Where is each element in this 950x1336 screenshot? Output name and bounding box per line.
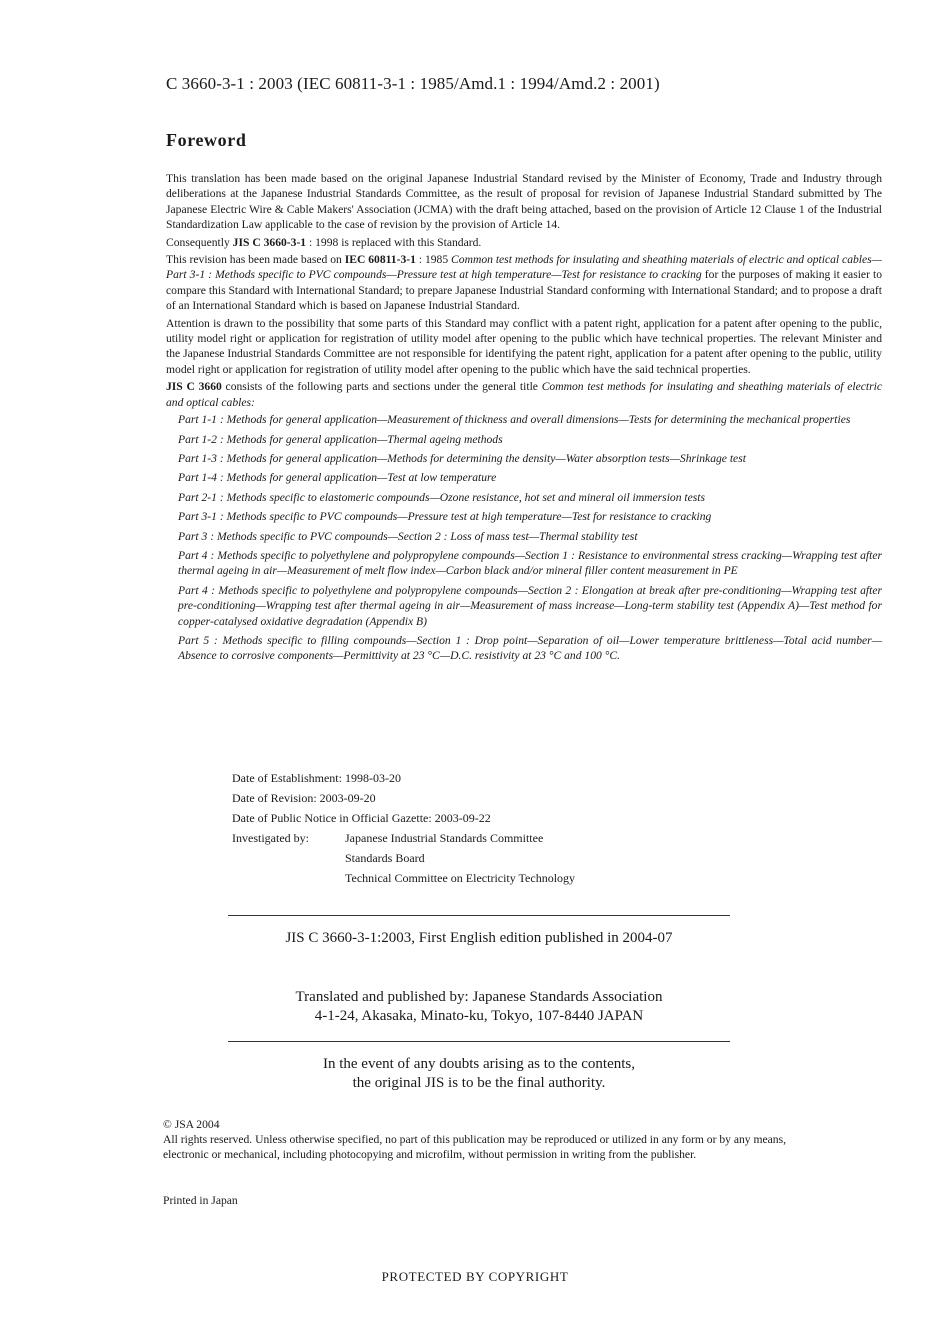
copyright-mark: © JSA 2004 (163, 1118, 220, 1131)
standard-designation: C 3660-3-1 : 2003 (IEC 60811-3-1 : 1985/Amd.1 : 1994/Amd.2 : 2001) (166, 74, 660, 93)
list-item: Part 1-1 : Methods for general application—Measurement of thickness and overall dimensions—Tests for determining the mechanical properties (178, 413, 851, 427)
list-item: Part 4 : Methods specific to polyethylene and polypropylene compounds—Section 2 : Elongation at break after pre-conditioning—Wrapping test after pre-conditioning—Wrapping test after thermal ageing in air—Measurement of mass increase—Long-term stability test (Appendix A)—Test method for copper-catalysed oxidative degradation (Appendix B) (178, 583, 882, 628)
date-public-notice: Date of Public Notice in Official Gazette: 2003-09-22 (232, 811, 491, 825)
replaced-standard-ref: JIS C 3660-3-1 (232, 235, 307, 249)
list-item: Part 5 : Methods specific to filling compounds—Section 1 : Drop point—Separation of oil—Lower temperature brittleness—Total acid number—Absence to corrosive components—Permittivity at 23 °C—D.C. resistivity at 23 °C and 100 °C. (178, 633, 882, 663)
foreword-title: Foreword (166, 130, 247, 150)
series-title: Common test methods for insulating and sheathing materials of electric and optical cables (166, 380, 882, 409)
publisher-info (228, 988, 730, 1026)
publisher-address: 4-1-24, Akasaka, Minato-ku, Tokyo, 107-8440 JAPAN (314, 1008, 644, 1024)
board-name: Standards Board (345, 851, 425, 865)
copyright-notice (163, 1117, 803, 1162)
printed-in: Printed in Japan (163, 1194, 238, 1207)
paragraph-parts-intro: JIS C 3660 consists of the following parts and sections under the general title Common test methods for insulating and sheathing materials of electric and optical cables: (166, 380, 882, 409)
copyright-footer: PROTECTED BY COPYRIGHT (381, 1269, 569, 1284)
investigated-by-label: Investigated by: (232, 831, 309, 845)
date-revision: Date of Revision: 2003-09-20 (232, 791, 376, 805)
iec-standard-title: Common test methods for insulating and sheathing materials of electric and optical cables—Part 3-1 : Methods specific to PVC compounds—Pressure test at high temperature—Test for resistance to cracking (166, 253, 882, 282)
list-item: Part 3 : Methods specific to PVC compounds—Section 2 : Loss of mass test—Thermal stability test (178, 529, 638, 543)
list-item: Part 1-3 : Methods for general application—Methods for determining the density—Water absorption tests—Shrinkage test (178, 451, 746, 465)
paragraph-patent: Attention is drawn to the possibility that some parts of this Standard may conflict with a patent right, application for a patent after opening to the public, utility model right or application for registration of utility model after opening to the public which have technical properties. The relevant Minister and the Japanese Industrial Standards Committee are not responsible for identifying the patent right, application for a patent after opening to the public, utility model right or application for registration of utility model after opening to the public which have the said technical properties. (166, 316, 882, 376)
list-item: Part 1-2 : Methods for general application—Thermal ageing methods (178, 432, 503, 446)
iec-standard-ref: IEC 60811-3-1 (344, 253, 416, 267)
list-item: Part 3-1 : Methods specific to PVC compounds—Pressure test at high temperature—Test for resistance to cracking (178, 510, 712, 524)
paragraph-replacement: Consequently JIS C 3660-3-1 : 1998 is replaced with this Standard. (166, 235, 482, 249)
divider (228, 915, 730, 916)
investigated-by (232, 828, 575, 888)
dates-block (232, 768, 575, 888)
publisher-name: Translated and published by: Japanese Standards Association (295, 989, 663, 1005)
list-item: Part 2-1 : Methods specific to elastomeric compounds—Ozone resistance, hot set and mineral oil immersion tests (178, 490, 706, 504)
rights-statement: All rights reserved. Unless otherwise specified, no part of this publication may be reproduced or utilized in any form or by any means, electronic or mechanical, including photocopying and microfilm, without permission in writing from the publisher. (163, 1133, 786, 1161)
date-establishment: Date of Establishment: 1998-03-20 (232, 771, 401, 785)
foreword-body (166, 171, 882, 668)
divider (228, 1041, 730, 1042)
investigated-by-bodies (345, 828, 575, 888)
edition-note: JIS C 3660-3-1:2003, First English edition published in 2004-07 (285, 930, 673, 946)
list-item: Part 4 : Methods specific to polyethylene and polypropylene compounds—Section 1 : Resistance to environmental stress cracking—Wrapping test after thermal ageing in air—Measurement of melt flow index—Carbon black and/or mineral filler content measurement in PE (178, 548, 882, 578)
technical-committee-name: Technical Committee on Electricity Technology (345, 871, 576, 885)
parts-list (178, 412, 882, 664)
series-ref: JIS C 3660 (166, 380, 222, 394)
list-item: Part 1-4 : Methods for general application—Test at low temperature (178, 471, 497, 485)
paragraph-translation: This translation has been made based on the original Japanese Industrial Standard revised by the Minister of Economy, Trade and Industry through deliberations at the Japanese Industrial Standards Committee, as the result of proposal for revision of Japanese Industrial Standard submitted by The Japanese Electric Wire & Cable Makers' Association (JCMA) with the draft being attached, based on the provision of Article 12 Clause 1 of the Industrial Standardization Law applicable to the case of revision by the provision of Article 14. (166, 172, 882, 232)
authority-notice: In the event of any doubts arising as to the contents, the original JIS is to be the final authority. (322, 1056, 635, 1091)
committee-name: Japanese Industrial Standards Committee (345, 831, 544, 845)
paragraph-basis: This revision has been made based on IEC 60811-3-1 : 1985 Common test methods for insulating and sheathing materials of electric and optical cables—Part 3-1 : Methods specific to PVC compounds—Pressure test at high temperature—Test for resistance to cracking for the purposes of making it easier to compare this Standard with International Standard; to prepare Japanese Industrial Standard conforming with International Standard; and to propose a draft of an International Standard which is based on Japanese Industrial Standard. (166, 253, 883, 313)
